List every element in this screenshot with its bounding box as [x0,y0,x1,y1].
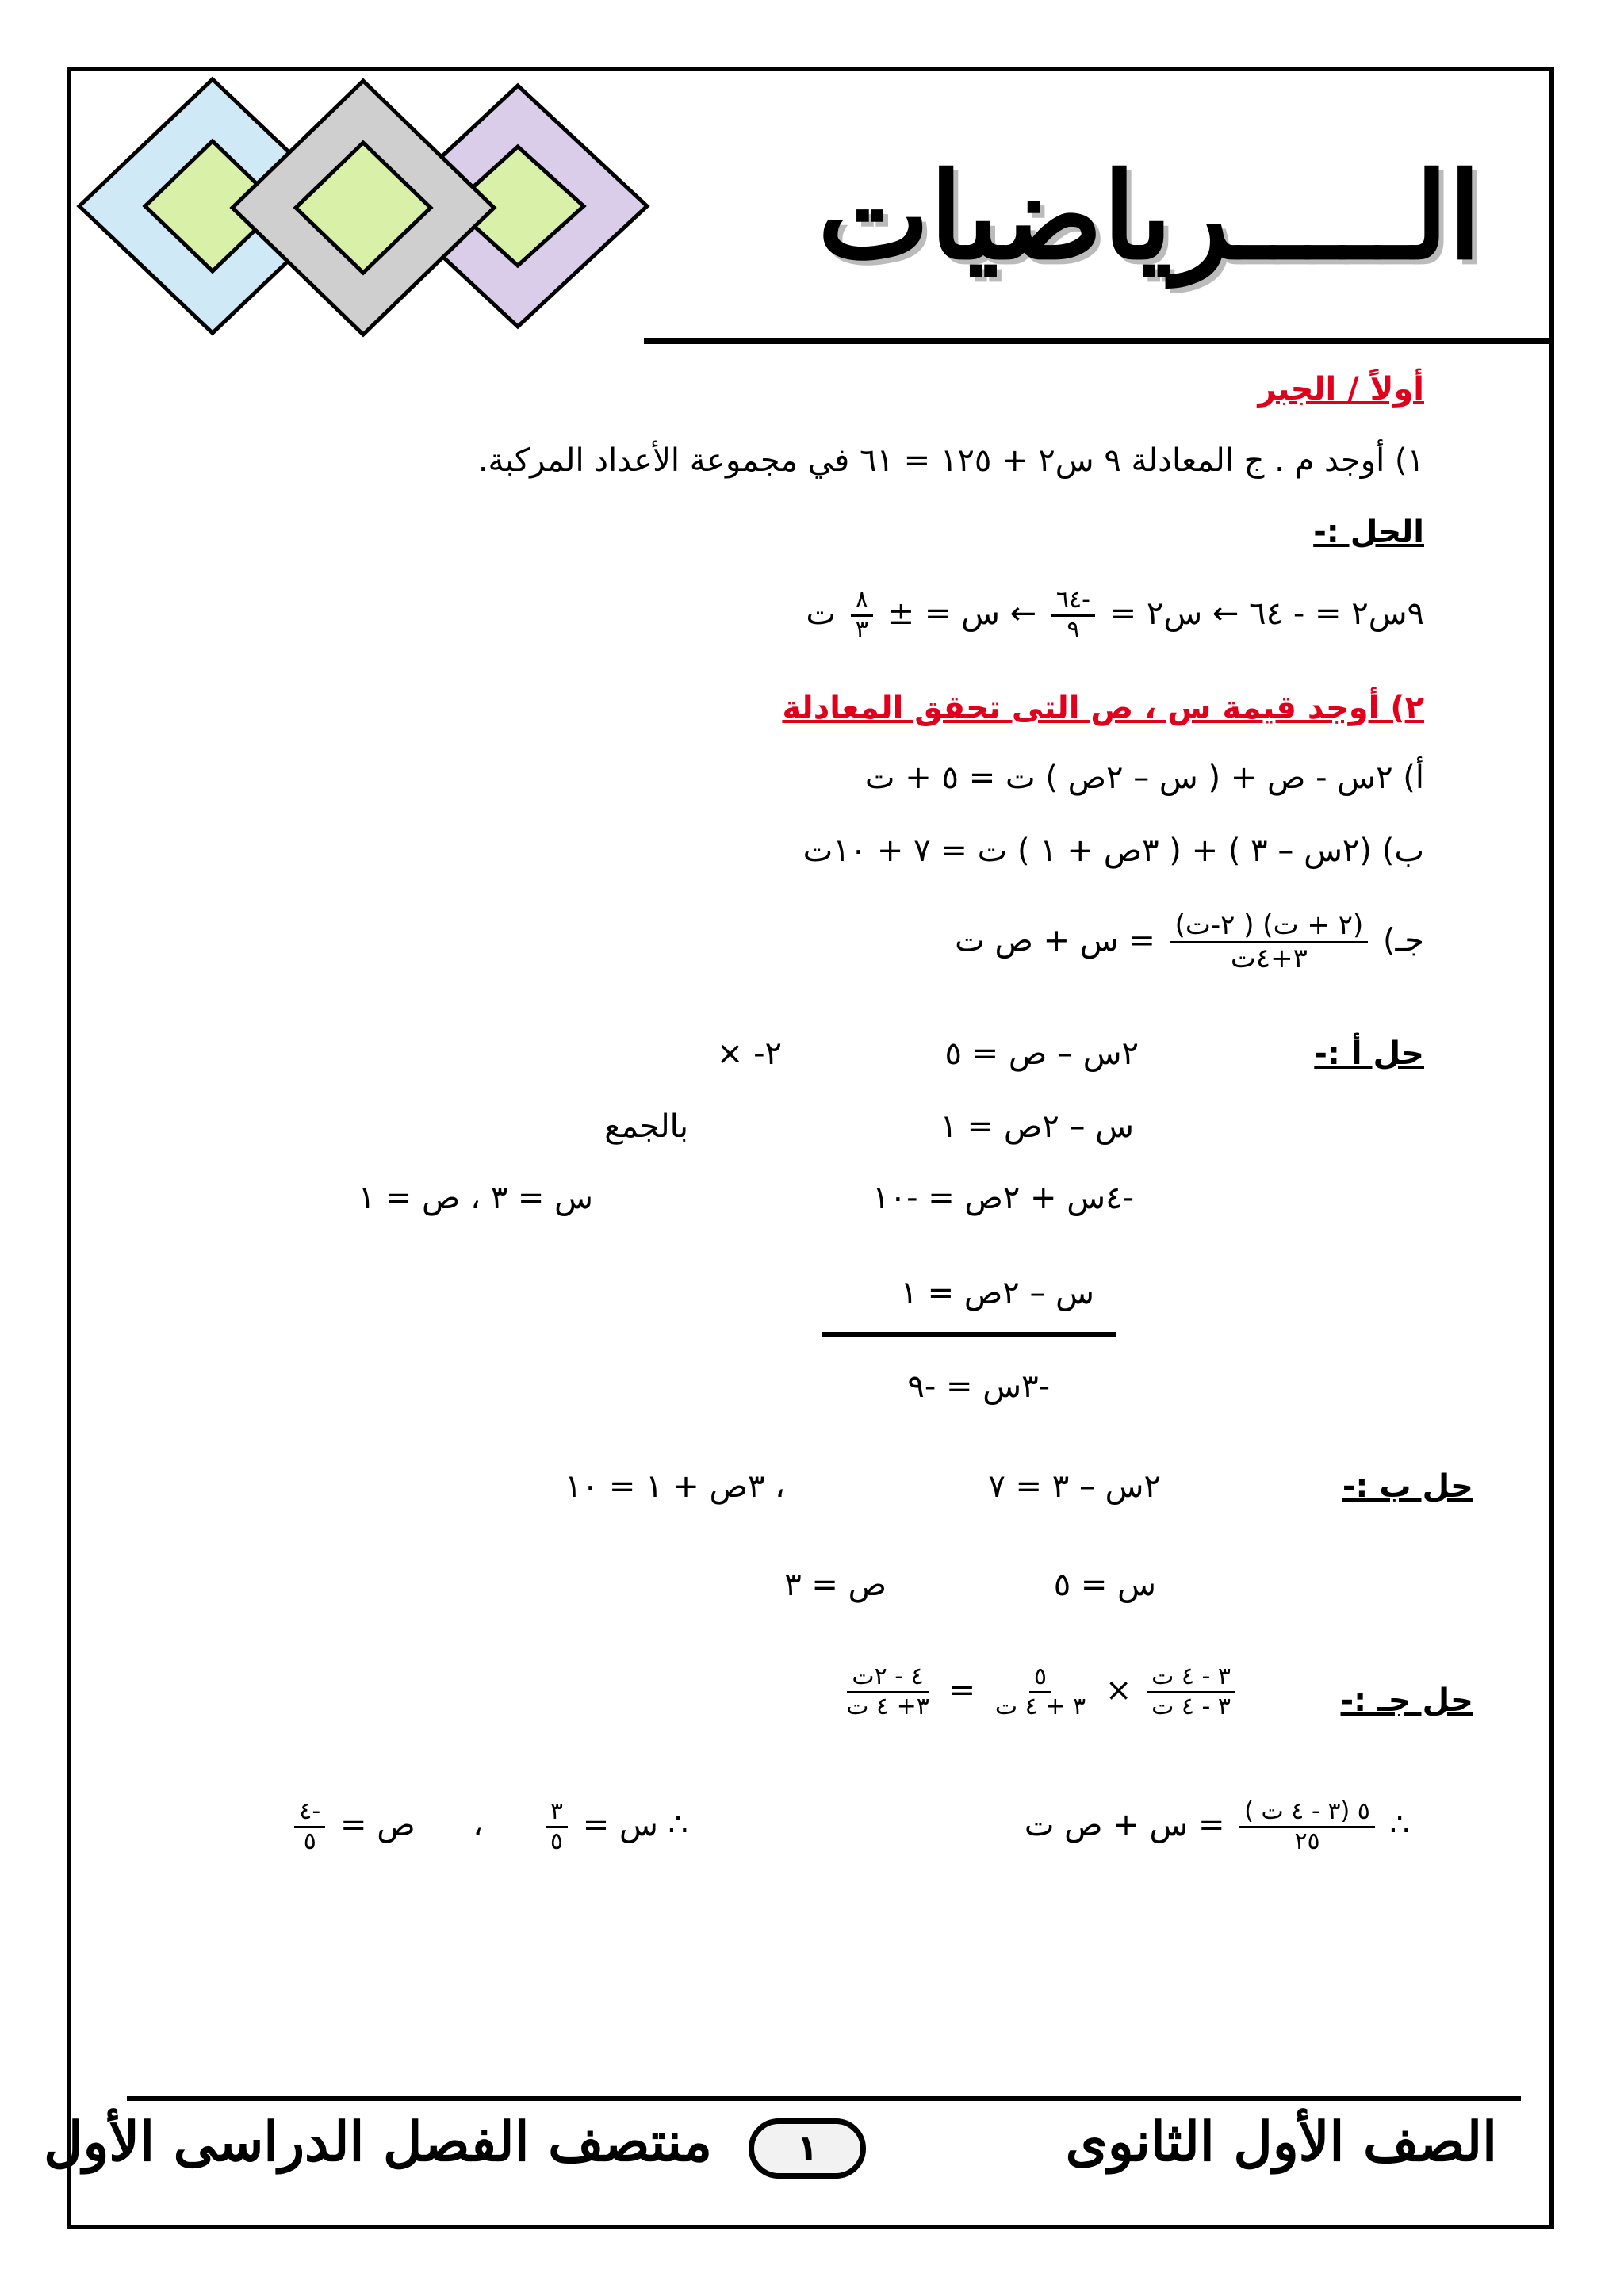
page-title: الـــــرياضيات [818,147,1481,286]
solution-b-y: ص = ٣ [784,1567,887,1603]
diamond-center [232,81,494,335]
diamonds-logo [70,71,696,349]
sol-c-times: × [1105,1672,1132,1709]
solution-c-line2 [1025,1798,1410,1855]
sol-c-x-label: ∴ س = [582,1807,688,1843]
solution-b-eq2: ، ٣ص + ١ = ١٠ [565,1468,785,1505]
solution-b-label: حل ب :- [1342,1468,1473,1505]
sol-c-fraction-6: $\frac{-٤}{٥}$ [294,1798,325,1855]
q1-solution-part-b: ← س = ± [887,595,1037,632]
sol-c-fraction-2: $\frac{٥}{\text{٣ + ٤ ت}}$ [994,1663,1086,1720]
footer-divider [127,2096,1521,2101]
q1-solution-part-a: ٩س٢ = - ٦٤ ← س٢ = [1109,595,1424,632]
question-2a: أ) ٢س - ص + ( س – ٢ص ) ت = ٥ + ت [864,760,1424,796]
solution-a-eq3: -٤س + ٢ص = -١٠ [872,1180,1134,1216]
sum-divider [822,1332,1116,1337]
footer-term: منتصف الفصل الدراسى الأول [44,2110,712,2174]
q2c-label: جـ) [1382,922,1424,959]
solution-b-x: س = ٥ [1053,1567,1156,1603]
therefore-symbol: ∴ [1389,1807,1410,1843]
question-2-heading: ٢) أوجد قيمة س ، ص التى تحقق المعادلة [782,690,1424,726]
sol-c-y-label: ص = [339,1807,416,1843]
solution-b-eq1: ٢س – ٣ = ٧ [988,1468,1161,1505]
q1-solution [806,587,1424,644]
footer-grade: الصف الأول الثانوى [1065,2110,1497,2174]
solution-a-multiplier: × -٢ [716,1035,782,1072]
sol-c-equals: = [948,1672,976,1709]
q1-fraction-1: $\frac{-٦٤}{٩}$ [1051,587,1095,644]
solution-a-eq2: س – ٢ص = ١ [940,1108,1134,1145]
solution-a-eq1: ٢س – ص = ٥ [944,1035,1139,1072]
question-1: ١) أوجد م . ج المعادلة ٩ س٢ + ١٢٥ = ٦١ في مجموعة الأعداد المركبة. [477,442,1424,479]
solution-c-label: حل جـ :- [1340,1682,1473,1719]
q1-solution-label: الحل :- [1313,514,1424,550]
solution-a-eq4: س – ٢ص = ١ [900,1275,1094,1311]
page-number: ١ [749,2118,866,2179]
solution-c-line1 [837,1663,1240,1720]
question-2b: ب) (٢س – ٣ ) + ( ٣ص + ١ ) ت = ٧ + ١٠ت [802,832,1424,869]
sol-c-fraction-5: $\frac{٣}{٥}$ [546,1798,568,1855]
sol-c-fraction-3: $\frac{\text{٣ - ٤ ت}}{\text{٣ - ٤ ت}}$ [1147,1663,1235,1720]
q1-solution-part-c: ت [806,595,837,632]
sol-c-fraction-4: $\frac{\text{٥ (٣ - ٤ ت )}}{٢٥}$ [1239,1798,1375,1855]
sol-c-comma: ، [473,1807,484,1843]
solution-a-result: س = ٣ ، ص = ١ [358,1180,593,1216]
q2c-fraction: $\frac{\text{(٢ + ت) ( ٢-ت)}}{\text{٣+٤ت}}$ [1170,910,1369,974]
solution-c-result [289,1798,688,1855]
solution-a-eq5: -٣س = -٩ [907,1368,1050,1405]
sol-c-rhs: = س + ص ت [1024,1807,1225,1843]
q1-fraction-2: $\frac{٨}{٣}$ [851,587,873,644]
sol-c-fraction-1: $\frac{\text{٤ - ٢ت}}{\text{٣+ ٤ ت}}$ [846,1663,929,1720]
q2c-rhs: = س + ص ت [955,922,1155,959]
header-divider [644,338,1554,344]
section-heading: أولاً / الجبر [1258,371,1424,408]
question-2c [955,910,1424,974]
solution-a-add-note: بالجمع [604,1108,688,1145]
solution-a-label: حل أ :- [1314,1035,1424,1072]
